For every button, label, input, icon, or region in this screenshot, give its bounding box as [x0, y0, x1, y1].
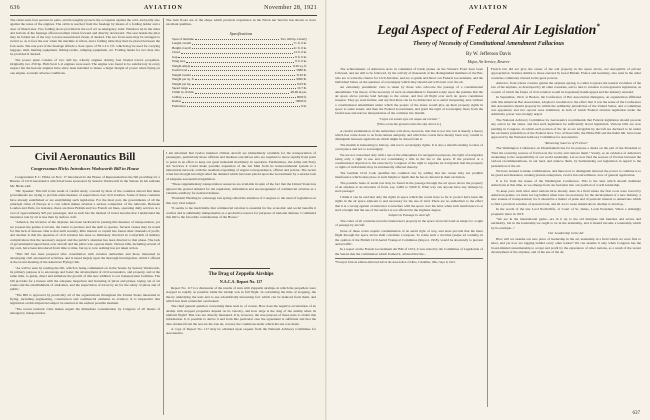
- paragraph: To keep pace with what other nations have already done in a field where the first roots were traced by American genius, we must not lag behind when laws are necessary for the development of a new industry, a new avenue of transportation; for it should be a matter of pride and of patriotic interest to Americans which to find a practical solution of present trade, and all are to wean Americans in attempt to develop...: [491, 188, 641, 206]
- left-page-header: [10, 5, 317, 14]
- paragraph: "This bill has been prepared after consultation with aviation authorities and those interested in developing civil aeronautical activities, and is based largely upon the thorough investigation, which I offered at the recent meeting of the American Flying Club.: [10, 251, 160, 265]
- spec-label: Climb in 10 min.: [172, 90, 195, 95]
- paragraph: The achievements of American Aces in command of battle planes on the Western Front have been followed, and are still to be followed, by the activity of thousands of the distinguished members of the Bar, who are to write the charter for Civil Aviation, and are to guide and direct our Federal Government, and the individual States on the question of sovereignty which they should and will exert over the air.: [335, 67, 483, 84]
- spec-label: Chord: [172, 50, 181, 55]
- spec-value: 6 hr.: [301, 103, 307, 108]
- spec-label: Useful load: [172, 68, 188, 73]
- spec-value: 1120 sq. ft.: [292, 63, 307, 68]
- paragraph: The possible basis of aerial law may be found in the passage through the air space above the property of an airplane at an elevation of from, say, 2,000 to 5,000 ft. What way can anyone have any damage by such passage?: [335, 180, 483, 194]
- paragraph: "America, the inventor of the airplane, has been backward in passing this measure of transportation, yet we possess the genius to invent, the talent to produce and the skill to operate. Several causes may be noted for this lack of interest. One is that until recently, little interest or capital has found other channels of profit, and another is that the question of civil aviation has been so intimately involved in a labyrinth of military complications that the necessary support and the public's attention has been directed to that phase. The lack of governmental supervision over aircraft and the pilots who operate them. Various bills, including several of my own, have been introduced from time to time, but up to now nothing has yet taken action.: [10, 220, 160, 251]
- right-page-number: 637: [632, 411, 640, 416]
- paragraph: The Washington Conference on Disarmament has for its purpose a desire on the part of the President to "find the recurring sources of friction in the world, and remove them." Surely, as an evidence of America's awakening to the responsibility of our world leadership. Let us now find the sources of friction between the various recommendations, in our land, and remove them, by harmonizing our legislation in regard to the jurisdiction of the air.: [491, 146, 641, 168]
- spec-value: 48-96 m.p.h.: [290, 90, 307, 95]
- spec-label: Speed range: [172, 85, 188, 90]
- short-rule: [210, 268, 270, 269]
- left-page-date: November 28, 1921: [264, 5, 317, 11]
- spec-leader-dots: [186, 59, 294, 62]
- spec-label: Weight empty: [172, 63, 191, 68]
- spec-value: 8 ft. 0 in.: [295, 54, 307, 59]
- paragraph: "The recent national crisis makes urgent the immediate consideration by Congress of all means of emergency transportation.: [10, 306, 160, 316]
- author-title: Major, Air Service, Reserve: [467, 60, 510, 64]
- paragraph: Report No. 117 is a discussion of the results of tests with Zeppelin airships, in which the propellers were stopped as rapidly as possible while the airship was in full flight. In calculating the time of stopping, the theory underlying the tests and to use scientifically interesting fact which can be deduced from them, and which has been somewhat overlooked.: [166, 286, 316, 303]
- paragraph: The chief general question concerning these tests is, of course, How does the negative acceleration of an airship with stopped propellers depend on its velocity, and how large is the drag of the airship when its uniform flight? This was not directly measured. It is, however, the true purpose of these tests to obtain this information. It is possible to derive it and from this particular case the agreement is sufficient and that the data obtained from the test are the true air, at least, the conditions under which the test was made.: [166, 304, 316, 326]
- paragraph: In September, 1910, at Boston, the Conference of Bar Association Delegates, an organization affiliated with this American Bar Association, adopted a resolution to the effect that it was the sense of the Conference that Aeronautics should properly be within the Admiralty jurisdiction of the United States, and a committee was appointed, and two reports were submitted, in both of which Federal aviation legislation under the Admiralty power was strongly urged.: [491, 95, 641, 117]
- spec-leader-dots: [192, 73, 296, 76]
- article-title-text: Legal Aspect of Federal Air Legislation: [377, 22, 597, 37]
- article-headline: Civil Aeronautics Bill: [34, 151, 136, 163]
- paragraph: In the words of the late Lord Northcliffe, of Court of St. James, Lords President, When a strikingly prophetic letter in 1913:: [491, 207, 641, 216]
- footnote-marker: *: [596, 22, 600, 31]
- paragraph: "It seems to me inadvisable that commercial aviation is essential for the economic and social benefits it confers and is admittedly indispensable as a productive reserve for purposes of national defense. I commend this bill to the favorable consideration of the House.": [166, 206, 316, 219]
- spec-leader-dots: [187, 104, 300, 107]
- section-heading: Our Leadership in the Air: [548, 231, 584, 236]
- paragraph: "These supplementary transportation resources are available in spite of the fact that the United States has ignored the ground demand for the regulation, stimulation and encouragement of commercial aviation as a valuable auxiliary for national defense.: [166, 182, 316, 195]
- paragraph: A careful examination of the authorities will show, however, that this is not law, but is merely a theory which has come down to us from remote antiquity, and which the courts have merely been very careful to distinguish between applications which might be drawn from it.: [335, 128, 483, 142]
- paragraph: The cabin seats four persons in pairs, and thoroughly protects the occupants against the cold, and partly also against the noise of the engines. The cabin is reached from the fuselage by means of a folding ladder and a door of liberal size. Two folding doors provided in the roof act as emergency exits. Windows let in the sides and bottom of the fuselage afford excellent vision forward and directly downward. The seat beside the pilot may be folded out of the way to leave unrestricted vision, if desired. The two front seats may be arranged to swivel so as to face the rear when the machine is afloat, and a folding table may then be placed between the four seats. The rear part of the fuselage affords a clear space of 39 x 4 x 3 ft. which may be used for carrying luggage, mail, hunting equipment, fishing tackle, camping equipment, etc. Folding bunks for two may also be provided if desired.: [10, 18, 160, 57]
- paragraph: "As will be seen by reading the bill, which is being commented on in the Senate by Senator Wadsworth, its primary purpose is to encourage and foster the development of civil aeronautics, and property, and at the same time, to guide, direct and stimulate the growth of this new addition to our transportation facilities. The bill provides for a bureau with the adequate inspection and licensing of pilots and planes, laying out of air routes and the establishment of airdromes, and the supervision of travel by air for the safety of pilots and of public.: [10, 265, 160, 292]
- paragraph: French law did not give the owner of the soil property in the space above, not susceptible of private appropriation. Statutes similar to those enacted by Great Britain, France and Germany, also exist in the other countries commonly classed as the great powers.: [491, 67, 641, 80]
- left-col2-top: [166, 18, 316, 30]
- left-running-title: AVIATION: [143, 5, 184, 11]
- spec-value: 9 ft. 0 in.: [295, 59, 307, 64]
- spec-leader-dots: [192, 46, 293, 49]
- section-heading: Subject to Passage in Aircraft: [388, 213, 430, 218]
- paragraph: The maxim is interesting to history, and not to sovereignty rights. It is also a maxim relating to rules of conveyance and not to sovereignty.: [335, 142, 483, 151]
- spec-label: Endurance: [172, 103, 186, 108]
- column-divider: [163, 150, 164, 415]
- spec-value: 41 ft. 0 in.: [293, 45, 307, 50]
- article-title: [327, 22, 650, 38]
- left-col1-top: [10, 18, 160, 142]
- article-byline: By W. Jefferson Davis: [466, 52, 511, 57]
- spec-leader-dots: [195, 90, 289, 93]
- spec-label: Height overall: [172, 45, 191, 50]
- paragraph: "We are in the international game—are in it up to the old intrigues and hunches and serves and unchastity, but in the leadership we ought to be in the leadership, and it should become a leadership which by its example...": [491, 217, 641, 230]
- spec-leader-dots: [195, 77, 295, 80]
- spec-label: Weight loaded: [172, 72, 191, 77]
- section-heading: "Removing Sources of Friction": [544, 140, 588, 145]
- spec-leader-dots: [189, 86, 296, 89]
- paragraph: We have learned to make combinations, and must now to distinguish between the power to combine is to let greed and measures, running present enterprises, evolve into surveillance, now of general application.: [491, 169, 641, 178]
- zeppelin-headline: The Drag of Zeppelin Airships: [208, 272, 274, 277]
- spec-leader-dots: [191, 64, 291, 67]
- zeppelin-body: [166, 286, 316, 414]
- spec-value: 71 ft. 0 in.: [293, 41, 307, 46]
- maxim: "Cujus est solum ejus est usque ad coelum.": [378, 116, 440, 121]
- right-col1: [335, 67, 483, 407]
- paragraph: We are not concerned only with a use of the atmosphere for navigation purposes, the right of navigation being only a right to use and not constituting a title in the fee to the space. If the practical or a constitutional objection to the exercise by Congress of the right to regulate air navigation that the property or rights of individuals may be incidentally affected thereby.: [335, 152, 483, 170]
- paragraph: How will we assume our new place of leadership in the air, leadership in a field which we were first to enter, and yet now are lagging behind every other nation? We can assume it only when Congress has the broad-minded statesmanship to accept and profit by the experience of other nations, as a result of the recent development of the airplane, and of the use of the air.: [491, 237, 641, 254]
- paragraph: The German Civil Code qualifies the common law by adding that the owner may not prohibit interference which takes place at such height or depth that he has no interest in their exclusion.: [335, 170, 483, 180]
- spec-leader-dots: [183, 95, 296, 98]
- article-subhead: Congressman Hicks Introduces Wadsworth Bill in House: [30, 166, 140, 171]
- paragraph: "Mr. Speaker: This bill is the result of careful study, covered by most of the countries abroad that these governments are trying to provide some measure of supervision over civil aviation. Some of these countries have already established or are establishing such legislation. For the most part, the governments of all the principal cities of Europe at a cost which makes aviation a serious competitor of the railroads. Between London and Paris, for instance, there are three British and two French air lines, operating daily services at a cost of approximately $25 per passenger, and as such has the method of travel become that I understand the insurance rate by air is less than by surface craft.: [10, 189, 160, 219]
- paragraph: The twin floats are of the shape which practical experience in the Naval Air Service has shown to have excellent qualities.: [166, 18, 316, 27]
- spec-value: 5880 lb.: [296, 68, 307, 73]
- spec-value: 8.03 lb.: [297, 81, 307, 86]
- paragraph: An extremely pessimistic view is taken by those who advocate the passage of a constitutional amendment. The theory of the necessity of such an amendment is founded solely upon the premise that the air space above private land belongs to the owner, and that all flight over such air space constitutes trespass. They go even further, and say that there can be no distinction as to aerial trespassing, and, without a constitutional amendment under which the people of the states would give up their property rights in space to some extent, and then the Federal Government, and grant the right of sovereignty more from the lawful uses and narrow interpretation of the common law maxim.: [335, 85, 483, 116]
- spec-leader-dots: [192, 82, 296, 85]
- paragraph: In a report on the French Government Air Bill of 1913, it was stated by the Committee of Legislation of the Senate that the commission which framed it, advised that the...: [335, 247, 483, 256]
- article-subtitle: Theory of Necessity of Constitutional Amendment Fallacious: [412, 41, 565, 47]
- paragraph: The National Advisory Committee for Aeronautics recommends that Federal legislation should precede any action by the states, and that such legislation be sufficiently broad legislation. Various bills are now pending in Congress, in which each portion of the air as are navigable by aircraft are declared to be under the exclusive jurisdiction of the Federal laws. Two of these bills, the Hicks Bill and the Kahn bill, have been approved by the National Advisory Committee for Aeronautics.: [491, 117, 641, 140]
- spec-value: 6000 ft.: [296, 94, 307, 99]
- right-page: [327, 0, 650, 420]
- paragraph: None of these codes require condemnation of an aerial right of way, and none provide that the mere flight through the space above shall constitute a trespass. To retain such a doctrine (usque ad coelum), in the opinion of the British Civil Aerial Transport Committee (Report, 1918), would be absolutely to prevent aerial traffic.: [335, 229, 483, 246]
- right-col2: [491, 67, 641, 407]
- spec-leader-dots: [188, 68, 295, 71]
- column-divider: [487, 67, 488, 407]
- spec-value: Two 420 hp. Liberty: [280, 37, 307, 41]
- spec-leader-dots: [181, 50, 292, 53]
- spec-label: Weight per hp.: [172, 81, 192, 86]
- paragraph: "President Harding in a message last spring called the attention of Congress to the need of legislation on this very vital subject.: [166, 196, 316, 205]
- spec-label: Span of machine: [172, 37, 194, 41]
- paragraph: "The Bill is approved by practically all of the organizations throughout the United States interested in flying, including engineering, construction and commercial elements in aviation. It is imperative that legislation on this important subject be enacted at the earliest possible moment.: [10, 292, 160, 306]
- spec-leader-dots: [178, 55, 294, 58]
- paragraph: America, from whose creative genius the airplane sprang, is called to ignore the natural evolution of the law of the airplane, as developed by all other countries, and to turn to aviation to retrogressive legislation, as a result of which the future of civil aviation would be hopelessly handicapped and the industry retarded.: [491, 81, 641, 94]
- spec-label: Gap: [172, 54, 178, 59]
- spec-value: 10.7 lb.: [297, 85, 307, 90]
- paragraph: A copy of Report No. 117 may be obtained upon request from the National Advisory Committee for Aeronautics.: [166, 327, 316, 336]
- zeppelin-subhead: N.A.C.A. Report No. 117: [219, 279, 263, 284]
- spec-row: [172, 104, 307, 108]
- column-divider: [163, 18, 164, 142]
- spec-leader-dots: [182, 99, 294, 102]
- spec-leader-dots: [192, 41, 293, 44]
- section-rule: [10, 146, 317, 147]
- spec-label: Wing area: [172, 59, 186, 64]
- bill-col1: [10, 175, 160, 415]
- specs-table: [172, 37, 307, 108]
- paragraph: It is far from the issues of the Washington Conference. This is the idea which should dominate Americans at this time, as we emerge from our isolation into our position of world leadership.: [491, 179, 641, 188]
- spec-label: Ceiling: [172, 94, 182, 99]
- spec-label: Length overall: [172, 41, 192, 46]
- footnote: *Excerpts from an address delivered before the Association of Ohio, Columbus, Ohio, Sept. 6, 1921.: [335, 258, 483, 264]
- spec-leader-dots: [195, 37, 279, 40]
- spec-value: 3120 lb.: [296, 72, 307, 77]
- specs-title: Specifications: [229, 31, 253, 36]
- spec-label: Radius: [172, 99, 182, 104]
- right-running-title: AVIATION: [468, 5, 509, 11]
- spec-value: 9000 lb.: [296, 77, 307, 82]
- left-page-number: 636: [10, 5, 20, 11]
- paragraph: The codes of all countries treat the landowner's property in the space above his land as subject to a right of passage by aircraft.: [335, 219, 483, 228]
- paragraph: I am informed that twelve hundred civilian aircraft are immediately available for the transportation of passengers, particularly those officials and business executives who are required to move rapidly from point to point in an effort to keep our great industrial machinery in operation. Furthermore, the Army and Navy Air Services it would make possible expansion of the Air Mail from its transcontinental system to a nationwide network, with the resultant expediting of urgent correspondence, official and private. The recent crisis has brought into high relief the demand which has been placed upon the Government by a serious lack of adequate aeronautical legislation.: [166, 151, 316, 181]
- bill-col2: [166, 151, 316, 265]
- maxim-translation: (Who owns the ground owns the sky above it.): [376, 122, 442, 127]
- paragraph: Congressman F. C. Hicks on Nov. 17 introduced in the House of Representatives the bill providing for a Bureau of Civil Aeronautics which had been sponsored by Senator Wadsworth in the Senate. In his remarks Mr. Hicks said:: [10, 175, 160, 188]
- spec-value: 10000 ft.: [295, 99, 307, 104]
- spec-label: Weight per sq. ft.: [172, 77, 195, 82]
- paragraph: The power plant consists of two 420 hp. Liberty engines driving four bladed tractor propellers. Originally two 250 hp. Hall-Scott L-6 engines were used. The engine was found to be satisfactory in every respect but the heavier engines have since been installed to insure a larger margin of power when flying on one engine, as under adverse conditions.: [10, 57, 160, 75]
- spec-value: 14 ft. 0 in.: [293, 50, 307, 55]
- header-rule: [10, 15, 317, 16]
- paragraph: I think it can be said that only the rights in space which the courts have so far to protect have been the rights in the air space adjacent to and necessary for the use of land. There are no authorities to the effect that it is a wrong against a landowner to interfere with the space over his land, when such interference is at such a height that the use of the surface is not affected in the slightest degree.: [335, 194, 483, 212]
- right-page-header: [337, 5, 640, 14]
